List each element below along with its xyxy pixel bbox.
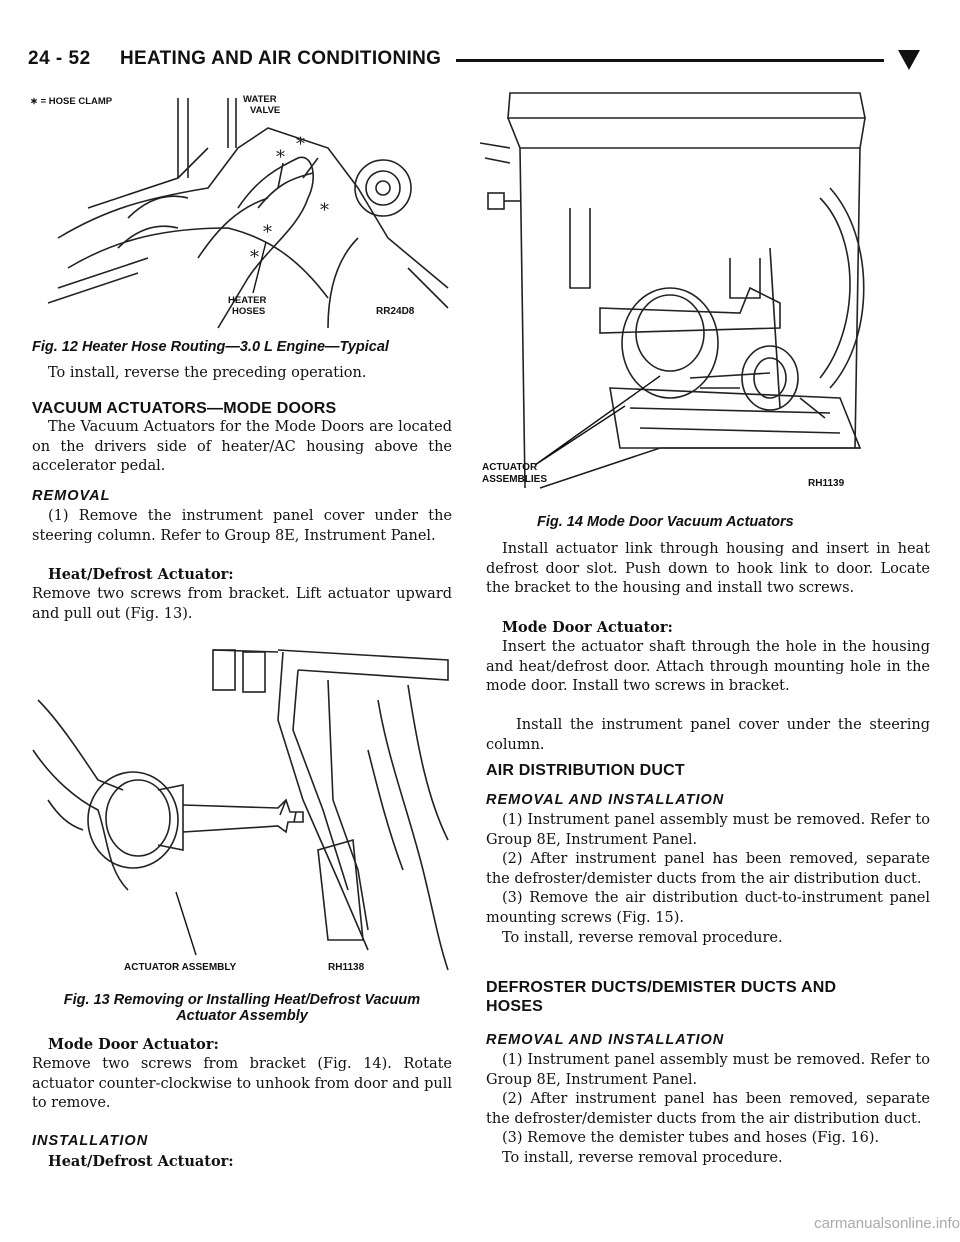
- svg-text:*: *: [263, 222, 272, 243]
- defroster-step: (3) Remove the demister tubes and hoses (Fig. 16).: [502, 1130, 880, 1147]
- heading-installation: INSTALLATION: [32, 1133, 149, 1149]
- svg-text:*: *: [276, 147, 285, 168]
- fig13-actuator-label: ACTUATOR ASSEMBLY: [124, 962, 237, 973]
- header-rule: [456, 59, 884, 62]
- para-install-reverse: To install, reverse the preceding operation.: [48, 365, 367, 381]
- figure-13-heat-defrost-actuator: [28, 640, 456, 976]
- subheading-mode-door-actuator: Mode Door Actuator:: [48, 1036, 219, 1053]
- svg-text:*: *: [296, 134, 305, 155]
- figure-12-heater-hose-routing: [28, 88, 456, 332]
- fig13-caption-line1: Fig. 13 Removing or Installing Heat/Defrost Vacuum: [63, 992, 421, 1008]
- para-vacuum-actuators: The Vacuum Actuators for the Mode Doors are located on the drivers side of heater/AC housing above the accelerator pedal.: [32, 419, 452, 475]
- heading-defroster-line2: HOSES: [486, 998, 544, 1015]
- air-duct-steps: [486, 811, 930, 948]
- air-duct-step: (3) Remove the air distribution duct-to-instrument panel mounting screws (Fig. 15).: [486, 890, 930, 926]
- defroster-step: To install, reverse removal procedure.: [502, 1149, 783, 1166]
- heading-removal-installation-1: REMOVAL AND INSTALLATION: [486, 792, 725, 808]
- page-header: [28, 48, 932, 76]
- fig13-caption: [28, 992, 456, 1024]
- subheading-mode-door-actuator-2: Mode Door Actuator:: [502, 619, 673, 636]
- figure-14-mode-door-actuators: [480, 88, 932, 496]
- triangle-marker-icon: [898, 50, 920, 70]
- defroster-steps: [486, 1051, 930, 1169]
- fig14-assemblies-label: ASSEMBLIES: [482, 474, 548, 485]
- heading-defroster-ducts: [486, 978, 836, 1016]
- air-duct-step: (2) After instrument panel has been removed, separate the defroster/demister ducts from the air distribution duct.: [486, 851, 930, 887]
- para-install-step1: Install actuator link through housing and insert in heat defrost door slot. Push down to hook link to door. Locate the bracket to the housing and install two screws.: [486, 541, 930, 597]
- heading-defroster-line1: DEFROSTER DUCTS/DEMISTER DUCTS AND: [486, 979, 837, 996]
- page-number: 24 - 52: [28, 48, 91, 69]
- para-removal-step1: (1) Remove the instrument panel cover under the steering column. Refer to Group 8E, Instrument Panel.: [32, 508, 452, 544]
- fig13-caption-line2: Actuator Assembly: [176, 1008, 308, 1024]
- svg-text:*: *: [320, 200, 329, 221]
- fig13-code: RH1138: [328, 962, 365, 973]
- fig12-hose-clamp-label: ∗ = HOSE CLAMP: [30, 96, 113, 107]
- fig12-hoses-label: HOSES: [232, 306, 266, 317]
- subheading-heat-defrost-actuator-2: Heat/Defrost Actuator:: [48, 1153, 234, 1170]
- air-duct-step: (1) Instrument panel assembly must be removed. Refer to Group 8E, Instrument Panel.: [486, 812, 930, 848]
- heading-removal-installation-2: REMOVAL AND INSTALLATION: [486, 1032, 725, 1048]
- para-install-step2: Insert the actuator shaft through the hole in the housing and heat/defrost door. Attach through mounting hole in the mode door. Install two screws in bracket.: [486, 639, 930, 695]
- heading-removal: REMOVAL: [32, 488, 111, 504]
- defroster-step: (2) After instrument panel has been removed, separate the defroster/demister ducts from the air distribution duct.: [486, 1091, 930, 1127]
- fig12-water-label: WATER: [243, 94, 277, 105]
- air-duct-step: To install, reverse removal procedure.: [502, 929, 783, 946]
- fig14-caption: Fig. 14 Mode Door Vacuum Actuators: [537, 514, 794, 530]
- heading-air-distribution-duct: AIR DISTRIBUTION DUCT: [486, 762, 685, 779]
- fig12-caption: Fig. 12 Heater Hose Routing—3.0 L Engine—Typical: [32, 339, 389, 355]
- para-removal-step2: Remove two screws from bracket. Lift actuator upward and pull out (Fig. 13).: [32, 586, 452, 622]
- para-install-step3: Install the instrument panel cover under the steering column.: [486, 717, 930, 753]
- heading-vacuum-actuators: VACUUM ACTUATORS—MODE DOORS: [32, 400, 337, 417]
- subheading-heat-defrost-actuator: Heat/Defrost Actuator:: [48, 566, 234, 583]
- section-title: HEATING AND AIR CONDITIONING: [120, 48, 442, 69]
- fig12-heater-label: HEATER: [228, 295, 267, 306]
- defroster-step: (1) Instrument panel assembly must be removed. Refer to Group 8E, Instrument Panel.: [486, 1052, 930, 1088]
- watermark: carmanualsonline.info: [814, 1215, 960, 1232]
- fig12-code: RR24D8: [376, 306, 415, 317]
- fig12-valve-label: VALVE: [250, 105, 281, 116]
- fig14-code: RH1139: [808, 478, 845, 489]
- fig14-actuator-label: ACTUATOR: [482, 462, 538, 473]
- svg-text:*: *: [250, 247, 259, 268]
- para-removal-step3: Remove two screws from bracket (Fig. 14). Rotate actuator counter-clockwise to unhook from door and pull to remove.: [32, 1056, 452, 1112]
